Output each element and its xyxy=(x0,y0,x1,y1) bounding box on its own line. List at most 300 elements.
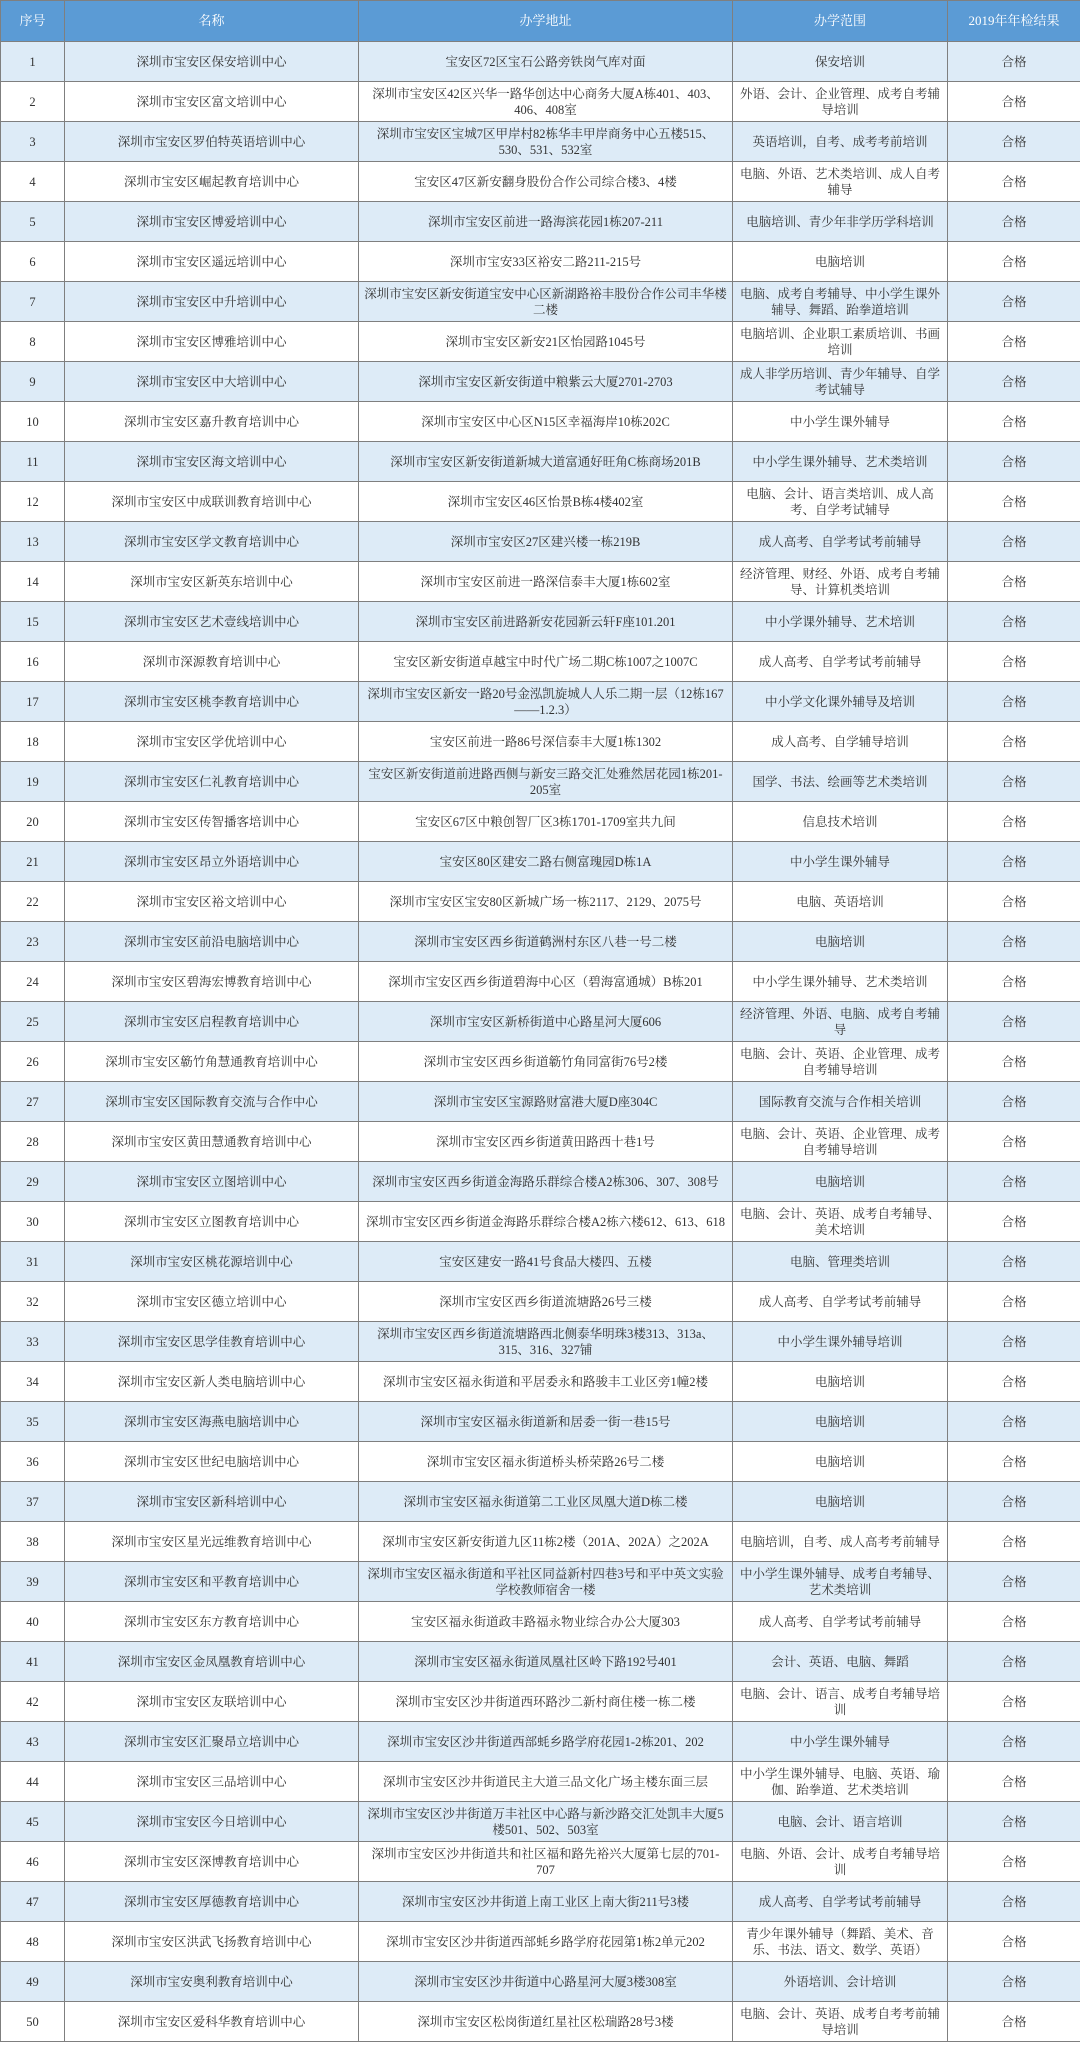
table-row xyxy=(1,682,1080,722)
row-number: 38 xyxy=(1,1522,65,1562)
teaching-scope: 中小学生课外辅导、艺术类培训 xyxy=(733,962,948,1002)
inspection-result: 合格 xyxy=(948,1522,1080,1562)
center-address: 深圳市宝安区沙井街道西部蚝乡路学府花园1-2栋201、202 xyxy=(359,1722,733,1762)
row-number: 25 xyxy=(1,1002,65,1042)
center-name: 深圳市宝安区厚德教育培训中心 xyxy=(65,1882,359,1922)
center-name: 深圳市深源教育培训中心 xyxy=(65,642,359,682)
teaching-scope: 中小学生课外辅导、成考自考辅导、艺术类培训 xyxy=(733,1562,948,1602)
table-row xyxy=(1,1282,1080,1322)
center-name: 深圳市宝安区东方教育培训中心 xyxy=(65,1602,359,1642)
teaching-scope: 电脑、会计、语言培训 xyxy=(733,1802,948,1842)
center-name: 深圳市宝安区海燕电脑培训中心 xyxy=(65,1402,359,1442)
inspection-result: 合格 xyxy=(948,802,1080,842)
center-address: 宝安区80区建安二路右侧富瑰园D栋1A xyxy=(359,842,733,882)
row-number: 23 xyxy=(1,922,65,962)
table-row xyxy=(1,1562,1080,1602)
table-row xyxy=(1,802,1080,842)
center-name: 深圳市宝安区汇聚昂立培训中心 xyxy=(65,1722,359,1762)
row-number: 44 xyxy=(1,1762,65,1802)
row-number: 21 xyxy=(1,842,65,882)
teaching-scope: 电脑、会计、语言类培训、成人高考、自学考试辅导 xyxy=(733,482,948,522)
center-name: 深圳市宝安区今日培训中心 xyxy=(65,1802,359,1842)
table-row xyxy=(1,882,1080,922)
inspection-result: 合格 xyxy=(948,1562,1080,1602)
teaching-scope: 电脑培训 xyxy=(733,242,948,282)
center-name: 深圳市宝安区中升培训中心 xyxy=(65,282,359,322)
inspection-result: 合格 xyxy=(948,482,1080,522)
inspection-result: 合格 xyxy=(948,842,1080,882)
table-row xyxy=(1,1202,1080,1242)
inspection-result: 合格 xyxy=(948,1122,1080,1162)
inspection-result: 合格 xyxy=(948,122,1080,162)
inspection-result: 合格 xyxy=(948,1042,1080,1082)
table-row xyxy=(1,1002,1080,1042)
row-number: 40 xyxy=(1,1602,65,1642)
table-row xyxy=(1,1042,1080,1082)
center-address: 深圳市宝安区西乡街道金海路乐群综合楼A2栋六楼612、613、618 xyxy=(359,1202,733,1242)
table-row xyxy=(1,122,1080,162)
table-row xyxy=(1,522,1080,562)
row-number: 42 xyxy=(1,1682,65,1722)
center-name: 深圳市宝安区世纪电脑培训中心 xyxy=(65,1442,359,1482)
table-row xyxy=(1,922,1080,962)
table-row xyxy=(1,1762,1080,1802)
inspection-result: 合格 xyxy=(948,1162,1080,1202)
center-address: 深圳市宝安区沙井街道上南工业区上南大街211号3楼 xyxy=(359,1882,733,1922)
center-address: 深圳市宝安区福永街道和平社区同益新村四巷3号和平中英文实验学校教师宿舍一楼 xyxy=(359,1562,733,1602)
center-address: 宝安区福永街道政丰路福永物业综合办公大厦303 xyxy=(359,1602,733,1642)
center-address: 深圳市宝安区新安街道中粮紫云大厦2701-2703 xyxy=(359,362,733,402)
table-row xyxy=(1,1922,1080,1962)
table-header-row xyxy=(1,1,1080,42)
row-number: 29 xyxy=(1,1162,65,1202)
table-row xyxy=(1,1082,1080,1122)
center-name: 深圳市宝安区爱科华教育培训中心 xyxy=(65,2002,359,2042)
center-name: 深圳市宝安区前沿电脑培训中心 xyxy=(65,922,359,962)
teaching-scope: 电脑、会计、英语、成考自考考前辅导培训 xyxy=(733,2002,948,2042)
center-address: 深圳市宝安区前进路新安花园新云轩F座101.201 xyxy=(359,602,733,642)
center-name: 深圳市宝安区德立培训中心 xyxy=(65,1282,359,1322)
inspection-result: 合格 xyxy=(948,1402,1080,1442)
center-name: 深圳市宝安区和平教育培训中心 xyxy=(65,1562,359,1602)
row-number: 1 xyxy=(1,42,65,82)
inspection-result: 合格 xyxy=(948,442,1080,482)
inspection-result: 合格 xyxy=(948,882,1080,922)
inspection-result: 合格 xyxy=(948,962,1080,1002)
row-number: 35 xyxy=(1,1402,65,1442)
row-number: 15 xyxy=(1,602,65,642)
center-name: 深圳市宝安区罗伯特英语培训中心 xyxy=(65,122,359,162)
inspection-result: 合格 xyxy=(948,682,1080,722)
teaching-scope: 保安培训 xyxy=(733,42,948,82)
center-name: 深圳市宝安区洪武飞扬教育培训中心 xyxy=(65,1922,359,1962)
inspection-result: 合格 xyxy=(948,322,1080,362)
row-number: 37 xyxy=(1,1482,65,1522)
table-row xyxy=(1,642,1080,682)
inspection-result: 合格 xyxy=(948,1922,1080,1962)
center-address: 深圳市宝安区西乡街道碧海中心区（碧海富通城）B栋201 xyxy=(359,962,733,1002)
center-name: 深圳市宝安区昂立外语培训中心 xyxy=(65,842,359,882)
row-number: 31 xyxy=(1,1242,65,1282)
table-row xyxy=(1,162,1080,202)
table-row xyxy=(1,282,1080,322)
row-number: 5 xyxy=(1,202,65,242)
center-name: 深圳市宝安区博雅培训中心 xyxy=(65,322,359,362)
table-row xyxy=(1,1522,1080,1562)
center-address: 深圳市宝安区西乡街道黄田路西十巷1号 xyxy=(359,1122,733,1162)
center-name: 深圳市宝安区学文教育培训中心 xyxy=(65,522,359,562)
row-number: 18 xyxy=(1,722,65,762)
center-address: 深圳市宝安区福永街道第二工业区凤凰大道D栋二楼 xyxy=(359,1482,733,1522)
row-number: 27 xyxy=(1,1082,65,1122)
inspection-result: 合格 xyxy=(948,162,1080,202)
center-address: 深圳市宝安区前进一路深信泰丰大厦1栋602室 xyxy=(359,562,733,602)
inspection-result: 合格 xyxy=(948,922,1080,962)
teaching-scope: 电脑、会计、英语、企业管理、成考自考辅导培训 xyxy=(733,1042,948,1082)
center-name: 深圳市宝安区传智播客培训中心 xyxy=(65,802,359,842)
row-number: 16 xyxy=(1,642,65,682)
row-number: 26 xyxy=(1,1042,65,1082)
center-address: 宝安区67区中粮创智厂区3栋1701-1709室共九间 xyxy=(359,802,733,842)
row-number: 2 xyxy=(1,82,65,122)
center-name: 深圳市宝安区深博教育培训中心 xyxy=(65,1842,359,1882)
table-row xyxy=(1,1162,1080,1202)
inspection-result: 合格 xyxy=(948,82,1080,122)
center-name: 深圳市宝安区黄田慧通教育培训中心 xyxy=(65,1122,359,1162)
teaching-scope: 中小学生课外辅导 xyxy=(733,1722,948,1762)
row-number: 45 xyxy=(1,1802,65,1842)
table-row xyxy=(1,962,1080,1002)
inspection-result: 合格 xyxy=(948,242,1080,282)
inspection-result: 合格 xyxy=(948,562,1080,602)
teaching-scope: 成人高考、自学考试考前辅导 xyxy=(733,642,948,682)
teaching-scope: 外语培训、会计培训 xyxy=(733,1962,948,2002)
inspection-result: 合格 xyxy=(948,1282,1080,1322)
teaching-scope: 电脑培训，自考、成人高考考前辅导 xyxy=(733,1522,948,1562)
row-number: 22 xyxy=(1,882,65,922)
teaching-scope: 成人高考、自学考试考前辅导 xyxy=(733,522,948,562)
header-name: 名称 xyxy=(65,1,359,42)
row-number: 11 xyxy=(1,442,65,482)
center-address: 宝安区前进一路86号深信泰丰大厦1栋1302 xyxy=(359,722,733,762)
center-name: 深圳市宝安区新英东培训中心 xyxy=(65,562,359,602)
row-number: 48 xyxy=(1,1922,65,1962)
center-address: 深圳市宝安区沙井街道万丰社区中心路与新沙路交汇处凯丰大厦5楼501、502、503室 xyxy=(359,1802,733,1842)
teaching-scope: 电脑培训 xyxy=(733,1362,948,1402)
center-name: 深圳市宝安区艺术壹线培训中心 xyxy=(65,602,359,642)
center-address: 深圳市宝安区福永街道凤凰社区岭下路192号401 xyxy=(359,1642,733,1682)
row-number: 8 xyxy=(1,322,65,362)
center-name: 深圳市宝安区思学佳教育培训中心 xyxy=(65,1322,359,1362)
center-name: 深圳市宝安区裕文培训中心 xyxy=(65,882,359,922)
row-number: 4 xyxy=(1,162,65,202)
inspection-result: 合格 xyxy=(948,762,1080,802)
teaching-scope: 国际教育交流与合作相关培训 xyxy=(733,1082,948,1122)
table-row xyxy=(1,1322,1080,1362)
center-name: 深圳市宝安奥利教育培训中心 xyxy=(65,1962,359,2002)
center-address: 深圳市宝安区前进一路海滨花园1栋207-211 xyxy=(359,202,733,242)
table-row xyxy=(1,242,1080,282)
header-no: 序号 xyxy=(1,1,65,42)
center-address: 宝安区新安街道卓越宝中时代广场二期C栋1007之1007C xyxy=(359,642,733,682)
center-name: 深圳市宝安区嘉升教育培训中心 xyxy=(65,402,359,442)
row-number: 10 xyxy=(1,402,65,442)
center-address: 深圳市宝安区福永街道和平居委永和路骏丰工业区旁1幢2楼 xyxy=(359,1362,733,1402)
row-number: 32 xyxy=(1,1282,65,1322)
row-number: 12 xyxy=(1,482,65,522)
inspection-result: 合格 xyxy=(948,1642,1080,1682)
center-name: 深圳市宝安区立图教育培训中心 xyxy=(65,1202,359,1242)
center-address: 深圳市宝安区新安街道新城大道富通好旺角C栋商场201B xyxy=(359,442,733,482)
table-row xyxy=(1,1362,1080,1402)
teaching-scope: 经济管理、财经、外语、成考自考辅导、计算机类培训 xyxy=(733,562,948,602)
center-address: 深圳市宝安区27区建兴楼一栋219B xyxy=(359,522,733,562)
center-name: 深圳市宝安区学优培训中心 xyxy=(65,722,359,762)
teaching-scope: 电脑、会计、语言、成考自考辅导培训 xyxy=(733,1682,948,1722)
table-row xyxy=(1,42,1080,82)
table-row xyxy=(1,1602,1080,1642)
center-address: 深圳市宝安区宝安80区新城广场一栋2117、2129、2075号 xyxy=(359,882,733,922)
center-name: 深圳市宝安区三品培训中心 xyxy=(65,1762,359,1802)
center-address: 深圳市宝安区福永街道桥头桥荣路26号二楼 xyxy=(359,1442,733,1482)
teaching-scope: 中小学生课外辅导、电脑、英语、瑜伽、跆拳道、艺术类培训 xyxy=(733,1762,948,1802)
teaching-scope: 电脑培训 xyxy=(733,922,948,962)
center-name: 深圳市宝安区中大培训中心 xyxy=(65,362,359,402)
center-address: 深圳市宝安区沙井街道共和社区福和路先裕兴大厦第七层的701-707 xyxy=(359,1842,733,1882)
row-number: 49 xyxy=(1,1962,65,2002)
teaching-scope: 经济管理、外语、电脑、成考自考辅导 xyxy=(733,1002,948,1042)
center-name: 深圳市宝安区桃花源培训中心 xyxy=(65,1242,359,1282)
inspection-result: 合格 xyxy=(948,1682,1080,1722)
inspection-result: 合格 xyxy=(948,722,1080,762)
center-name: 深圳市宝安区富文培训中心 xyxy=(65,82,359,122)
table-row xyxy=(1,1642,1080,1682)
row-number: 9 xyxy=(1,362,65,402)
table-row xyxy=(1,1842,1080,1882)
row-number: 41 xyxy=(1,1642,65,1682)
center-address: 深圳市宝安区宝城7区甲岸村82栋华丰甲岸商务中心五楼515、530、531、532室 xyxy=(359,122,733,162)
table-row xyxy=(1,1122,1080,1162)
center-address: 深圳市宝安区46区怡景B栋4楼402室 xyxy=(359,482,733,522)
center-address: 深圳市宝安区新桥街道中心路星河大厦606 xyxy=(359,1002,733,1042)
teaching-scope: 电脑培训 xyxy=(733,1402,948,1442)
center-address: 深圳市宝安区新安21区怡园路1045号 xyxy=(359,322,733,362)
center-address: 深圳市宝安区新安一路20号金泓凯旋城人人乐二期一层（12栋167——1.2.3） xyxy=(359,682,733,722)
teaching-scope: 电脑、成考自考辅导、中小学生课外辅导、舞蹈、跆拳道培训 xyxy=(733,282,948,322)
teaching-scope: 中小学课外辅导、艺术培训 xyxy=(733,602,948,642)
teaching-scope: 电脑培训 xyxy=(733,1162,948,1202)
center-name: 深圳市宝安区立图培训中心 xyxy=(65,1162,359,1202)
header-address: 办学地址 xyxy=(359,1,733,42)
inspection-result: 合格 xyxy=(948,42,1080,82)
table-body xyxy=(1,42,1080,2042)
row-number: 20 xyxy=(1,802,65,842)
row-number: 7 xyxy=(1,282,65,322)
inspection-result: 合格 xyxy=(948,1962,1080,2002)
table-row xyxy=(1,722,1080,762)
inspection-result: 合格 xyxy=(948,362,1080,402)
teaching-scope: 成人非学历培训、青少年辅导、自学考试辅导 xyxy=(733,362,948,402)
header-result: 2019年年检结果 xyxy=(948,1,1080,42)
inspection-result: 合格 xyxy=(948,2002,1080,2042)
row-number: 36 xyxy=(1,1442,65,1482)
center-address: 深圳市宝安区沙井街道西部蚝乡路学府花园第1栋2单元202 xyxy=(359,1922,733,1962)
row-number: 30 xyxy=(1,1202,65,1242)
table-row xyxy=(1,1682,1080,1722)
teaching-scope: 成人高考、自学考试考前辅导 xyxy=(733,1602,948,1642)
inspection-result: 合格 xyxy=(948,1002,1080,1042)
inspection-result: 合格 xyxy=(948,202,1080,242)
table-row xyxy=(1,1882,1080,1922)
teaching-scope: 电脑、外语、会计、成考自考辅导培训 xyxy=(733,1842,948,1882)
table-row xyxy=(1,602,1080,642)
center-name: 深圳市宝安区金凤凰教育培训中心 xyxy=(65,1642,359,1682)
row-number: 6 xyxy=(1,242,65,282)
inspection-result: 合格 xyxy=(948,1722,1080,1762)
inspection-result: 合格 xyxy=(948,1362,1080,1402)
row-number: 13 xyxy=(1,522,65,562)
row-number: 50 xyxy=(1,2002,65,2042)
inspection-result: 合格 xyxy=(948,1202,1080,1242)
teaching-scope: 电脑培训、青少年非学历学科培训 xyxy=(733,202,948,242)
center-name: 深圳市宝安区新科培训中心 xyxy=(65,1482,359,1522)
inspection-result: 合格 xyxy=(948,522,1080,562)
center-address: 深圳市宝安区松岗街道红星社区松瑞路28号3楼 xyxy=(359,2002,733,2042)
center-address: 宝安区47区新安翻身股份合作公司综合楼3、4楼 xyxy=(359,162,733,202)
teaching-scope: 成人高考、自学辅导培训 xyxy=(733,722,948,762)
table-row xyxy=(1,442,1080,482)
center-address: 深圳市宝安区沙井街道西环路沙二新村商住楼一栋二楼 xyxy=(359,1682,733,1722)
table-row xyxy=(1,1802,1080,1842)
header-scope: 办学范围 xyxy=(733,1,948,42)
center-address: 深圳市宝安区西乡街道流塘路西北侧泰华明珠3楼313、313a、315、316、327铺 xyxy=(359,1322,733,1362)
table-row xyxy=(1,362,1080,402)
center-name: 深圳市宝安区仁礼教育培训中心 xyxy=(65,762,359,802)
inspection-result: 合格 xyxy=(948,1602,1080,1642)
center-name: 深圳市宝安区国际教育交流与合作中心 xyxy=(65,1082,359,1122)
center-address: 深圳市宝安区福永街道新和居委一街一巷15号 xyxy=(359,1402,733,1442)
center-name: 深圳市宝安区海文培训中心 xyxy=(65,442,359,482)
inspection-result: 合格 xyxy=(948,602,1080,642)
row-number: 39 xyxy=(1,1562,65,1602)
center-name: 深圳市宝安区新人类电脑培训中心 xyxy=(65,1362,359,1402)
center-address: 深圳市宝安区西乡街道簕竹角同富街76号2楼 xyxy=(359,1042,733,1082)
center-address: 宝安区建安一路41号食品大楼四、五楼 xyxy=(359,1242,733,1282)
teaching-scope: 中小学生课外辅导培训 xyxy=(733,1322,948,1362)
teaching-scope: 外语、会计、企业管理、成考自考辅导培训 xyxy=(733,82,948,122)
table-row xyxy=(1,1962,1080,2002)
inspection-result: 合格 xyxy=(948,1842,1080,1882)
center-name: 深圳市宝安区中成联训教育培训中心 xyxy=(65,482,359,522)
inspection-result: 合格 xyxy=(948,1322,1080,1362)
row-number: 33 xyxy=(1,1322,65,1362)
teaching-scope: 电脑培训 xyxy=(733,1482,948,1522)
teaching-scope: 电脑、英语培训 xyxy=(733,882,948,922)
table-row xyxy=(1,482,1080,522)
inspection-result: 合格 xyxy=(948,642,1080,682)
center-name: 深圳市宝安区崛起教育培训中心 xyxy=(65,162,359,202)
center-address: 深圳市宝安区新安街道九区11栋2楼（201A、202A）之202A xyxy=(359,1522,733,1562)
table-row xyxy=(1,402,1080,442)
row-number: 43 xyxy=(1,1722,65,1762)
table-row xyxy=(1,762,1080,802)
table-row xyxy=(1,562,1080,602)
table-row xyxy=(1,1722,1080,1762)
inspection-result: 合格 xyxy=(948,1242,1080,1282)
table-row xyxy=(1,82,1080,122)
inspection-result: 合格 xyxy=(948,1082,1080,1122)
center-address: 深圳市宝安区沙井街道中心路星河大厦3楼308室 xyxy=(359,1962,733,2002)
row-number: 17 xyxy=(1,682,65,722)
center-name: 深圳市宝安区碧海宏博教育培训中心 xyxy=(65,962,359,1002)
table-row xyxy=(1,2002,1080,2042)
teaching-scope: 中小学生课外辅导 xyxy=(733,842,948,882)
table-row xyxy=(1,1242,1080,1282)
teaching-scope: 成人高考、自学考试考前辅导 xyxy=(733,1882,948,1922)
teaching-scope: 电脑、会计、英语、企业管理、成考自考辅导培训 xyxy=(733,1122,948,1162)
row-number: 47 xyxy=(1,1882,65,1922)
table-row xyxy=(1,1442,1080,1482)
center-address: 深圳市宝安区西乡街道金海路乐群综合楼A2栋306、307、308号 xyxy=(359,1162,733,1202)
teaching-scope: 中小学生课外辅导 xyxy=(733,402,948,442)
table-row xyxy=(1,322,1080,362)
teaching-scope: 电脑、会计、英语、成考自考辅导、美术培训 xyxy=(733,1202,948,1242)
center-address: 深圳市宝安区42区兴华一路华创达中心商务大厦A栋401、403、406、408室 xyxy=(359,82,733,122)
teaching-scope: 电脑培训 xyxy=(733,1442,948,1482)
teaching-scope: 青少年课外辅导（舞蹈、美术、音乐、书法、语文、数学、英语） xyxy=(733,1922,948,1962)
center-name: 深圳市宝安区保安培训中心 xyxy=(65,42,359,82)
center-name: 深圳市宝安区启程教育培训中心 xyxy=(65,1002,359,1042)
center-address: 宝安区72区宝石公路旁铁岗气库对面 xyxy=(359,42,733,82)
teaching-scope: 电脑、外语、艺术类培训、成人自考辅导 xyxy=(733,162,948,202)
center-name: 深圳市宝安区友联培训中心 xyxy=(65,1682,359,1722)
table-row xyxy=(1,1482,1080,1522)
inspection-result: 合格 xyxy=(948,282,1080,322)
row-number: 46 xyxy=(1,1842,65,1882)
row-number: 28 xyxy=(1,1122,65,1162)
center-name: 深圳市宝安区桃李教育培训中心 xyxy=(65,682,359,722)
inspection-result: 合格 xyxy=(948,1882,1080,1922)
inspection-result: 合格 xyxy=(948,1802,1080,1842)
row-number: 14 xyxy=(1,562,65,602)
center-address: 深圳市宝安区宝源路财富港大厦D座304C xyxy=(359,1082,733,1122)
inspection-result: 合格 xyxy=(948,402,1080,442)
inspection-result: 合格 xyxy=(948,1442,1080,1482)
table-row xyxy=(1,842,1080,882)
teaching-scope: 英语培训，自考、成考考前培训 xyxy=(733,122,948,162)
table-row xyxy=(1,202,1080,242)
center-address: 深圳市宝安区西乡街道流塘路26号三楼 xyxy=(359,1282,733,1322)
row-number: 24 xyxy=(1,962,65,1002)
teaching-scope: 成人高考、自学考试考前辅导 xyxy=(733,1282,948,1322)
row-number: 19 xyxy=(1,762,65,802)
center-name: 深圳市宝安区星光远维教育培训中心 xyxy=(65,1522,359,1562)
center-address: 宝安区新安街道前进路西侧与新安三路交汇处雅然居花园1栋201-205室 xyxy=(359,762,733,802)
inspection-result: 合格 xyxy=(948,1482,1080,1522)
teaching-scope: 电脑、管理类培训 xyxy=(733,1242,948,1282)
center-address: 深圳市宝安区西乡街道鹤洲村东区八巷一号二楼 xyxy=(359,922,733,962)
inspection-result: 合格 xyxy=(948,1762,1080,1802)
row-number: 3 xyxy=(1,122,65,162)
teaching-scope: 中小学生课外辅导、艺术类培训 xyxy=(733,442,948,482)
teaching-scope: 信息技术培训 xyxy=(733,802,948,842)
center-address: 深圳市宝安区中心区N15区幸福海岸10栋202C xyxy=(359,402,733,442)
table-row xyxy=(1,1402,1080,1442)
center-address: 深圳市宝安33区裕安二路211-215号 xyxy=(359,242,733,282)
teaching-scope: 电脑培训、企业职工素质培训、书画培训 xyxy=(733,322,948,362)
row-number: 34 xyxy=(1,1362,65,1402)
teaching-scope: 会计、英语、电脑、舞蹈 xyxy=(733,1642,948,1682)
